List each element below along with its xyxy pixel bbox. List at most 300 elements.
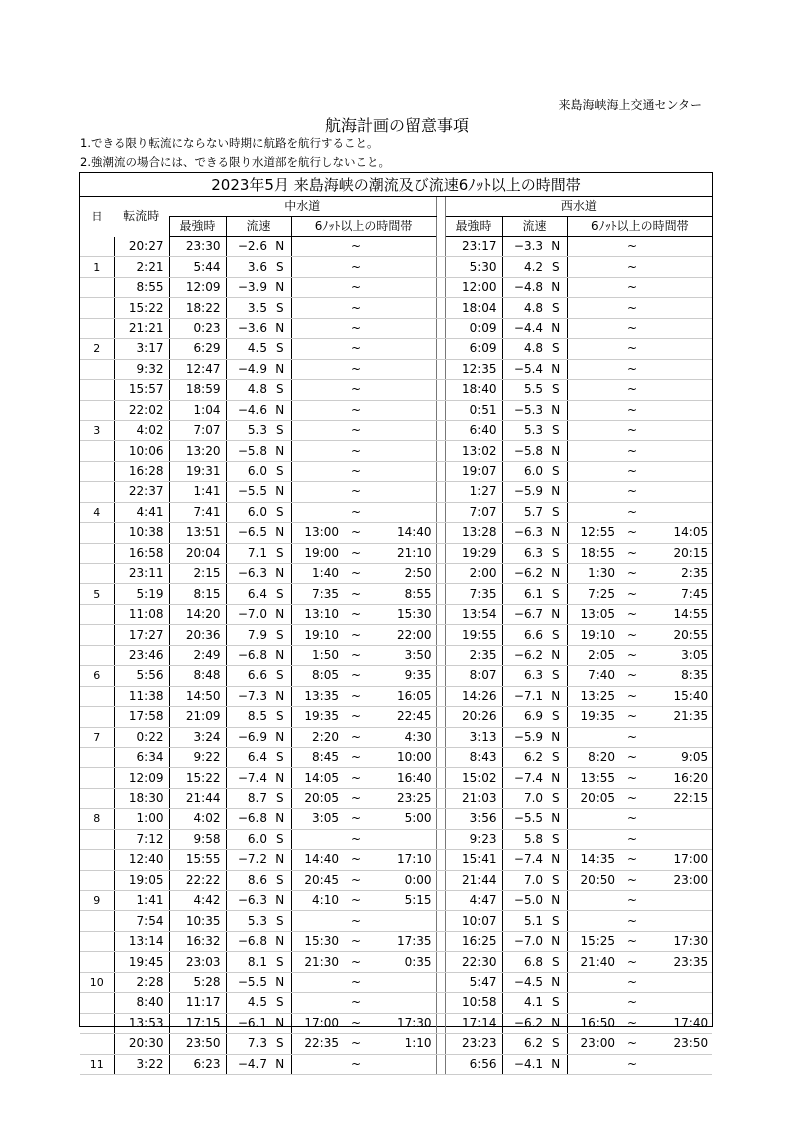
naka-speed: −4.6: [226, 400, 269, 420]
naka-window-sep: ~: [341, 768, 371, 788]
naka-max-time: 14:20: [169, 604, 226, 624]
naka-direction: S: [269, 380, 291, 400]
header-turn: 転流時: [123, 209, 160, 224]
nishi-direction: N: [545, 809, 567, 829]
nishi-window-sep: ~: [617, 237, 647, 257]
day-cell: [80, 829, 114, 849]
naka-speed: −4.9: [226, 359, 269, 379]
column-gap: [436, 584, 445, 604]
naka-max-time: 5:44: [169, 257, 226, 277]
day-cell: [80, 686, 114, 706]
naka-max-time: 14:50: [169, 686, 226, 706]
day-cell: 10: [80, 972, 114, 992]
nishi-speed: −7.0: [502, 931, 545, 951]
nishi-speed: −4.8: [502, 277, 545, 297]
nishi-window-start: [567, 461, 617, 481]
turn-time: 5:19: [114, 584, 169, 604]
naka-window-end: 2:50: [371, 564, 436, 584]
table-row: [80, 891, 712, 911]
naka-window-sep: ~: [341, 502, 371, 522]
naka-window-start: 14:05: [291, 768, 341, 788]
table-row: [80, 1013, 712, 1033]
naka-speed: 3.5: [226, 298, 269, 318]
turn-time: 17:58: [114, 707, 169, 727]
naka-speed: 8.5: [226, 707, 269, 727]
naka-direction: N: [269, 645, 291, 665]
nishi-max-time: 3:56: [445, 809, 502, 829]
naka-window-start: [291, 298, 341, 318]
column-gap: [436, 972, 445, 992]
day-cell: 7: [80, 727, 114, 747]
naka-window-start: 17:00: [291, 1013, 341, 1033]
day-cell: [80, 543, 114, 563]
day-cell: [80, 380, 114, 400]
header-nishi-speed: 流速: [502, 217, 567, 237]
nishi-max-time: 23:23: [445, 1034, 502, 1054]
nishi-window-sep: ~: [617, 768, 647, 788]
naka-window-start: [291, 482, 341, 502]
naka-max-time: 6:29: [169, 339, 226, 359]
nishi-direction: N: [545, 359, 567, 379]
turn-time: 19:05: [114, 870, 169, 890]
column-gap: [436, 809, 445, 829]
column-gap: [436, 829, 445, 849]
nishi-direction: N: [545, 400, 567, 420]
turn-time: 4:02: [114, 420, 169, 440]
naka-speed: −2.6: [226, 237, 269, 257]
nishi-window-end: [647, 972, 712, 992]
naka-window-end: 5:00: [371, 809, 436, 829]
turn-time: 7:12: [114, 829, 169, 849]
column-gap: [436, 604, 445, 624]
naka-max-time: 3:24: [169, 727, 226, 747]
naka-window-sep: ~: [341, 1034, 371, 1054]
nishi-window-start: 15:25: [567, 931, 617, 951]
day-cell: [80, 1013, 114, 1033]
nishi-window-end: [647, 257, 712, 277]
naka-speed: 8.7: [226, 788, 269, 808]
nishi-window-end: [647, 237, 712, 257]
naka-window-start: [291, 829, 341, 849]
nishi-window-sep: ~: [617, 1013, 647, 1033]
naka-direction: N: [269, 891, 291, 911]
naka-speed: 6.0: [226, 461, 269, 481]
naka-window-end: [371, 993, 436, 1013]
nishi-window-start: [567, 380, 617, 400]
naka-window-start: [291, 993, 341, 1013]
turn-time: 2:28: [114, 972, 169, 992]
nishi-direction: S: [545, 993, 567, 1013]
column-gap: [436, 380, 445, 400]
table-row: [80, 625, 712, 645]
table-row: [80, 482, 712, 502]
naka-direction: S: [269, 666, 291, 686]
nishi-window-sep: ~: [617, 931, 647, 951]
nishi-window-sep: ~: [617, 277, 647, 297]
naka-max-time: 20:36: [169, 625, 226, 645]
naka-window-start: [291, 277, 341, 297]
naka-direction: S: [269, 788, 291, 808]
nishi-window-start: 2:05: [567, 645, 617, 665]
naka-window-start: 21:30: [291, 952, 341, 972]
nishi-max-time: 19:55: [445, 625, 502, 645]
nishi-window-end: [647, 502, 712, 522]
naka-window-start: [291, 318, 341, 338]
naka-window-end: [371, 461, 436, 481]
naka-window-end: [371, 482, 436, 502]
column-gap: [436, 523, 445, 543]
nishi-window-start: 7:40: [567, 666, 617, 686]
nishi-direction: N: [545, 1013, 567, 1033]
nishi-max-time: 21:03: [445, 788, 502, 808]
naka-window-start: [291, 380, 341, 400]
day-cell: [80, 993, 114, 1013]
naka-window-end: 8:55: [371, 584, 436, 604]
nishi-window-end: 16:20: [647, 768, 712, 788]
note-1: 1.できる限り転流にならない時期に航路を航行すること。: [80, 136, 379, 150]
column-gap: [436, 747, 445, 767]
tidal-current-table: [79, 172, 713, 1071]
nishi-direction: N: [545, 645, 567, 665]
naka-direction: N: [269, 768, 291, 788]
header-day: 日: [91, 210, 103, 224]
nishi-speed: 4.8: [502, 298, 545, 318]
nishi-window-sep: ~: [617, 318, 647, 338]
naka-window-start: [291, 502, 341, 522]
nishi-window-sep: ~: [617, 870, 647, 890]
naka-speed: 6.0: [226, 829, 269, 849]
nishi-max-time: 10:58: [445, 993, 502, 1013]
naka-max-time: 20:04: [169, 543, 226, 563]
naka-max-time: 21:44: [169, 788, 226, 808]
naka-direction: N: [269, 850, 291, 870]
naka-max-time: 2:15: [169, 564, 226, 584]
nishi-window-end: 20:55: [647, 625, 712, 645]
naka-window-sep: ~: [341, 523, 371, 543]
naka-speed: 4.5: [226, 993, 269, 1013]
nishi-direction: N: [545, 850, 567, 870]
nishi-direction: N: [545, 482, 567, 502]
naka-window-sep: ~: [341, 461, 371, 481]
naka-window-start: 13:00: [291, 523, 341, 543]
nishi-direction: N: [545, 237, 567, 257]
naka-window-start: 20:45: [291, 870, 341, 890]
nishi-window-start: [567, 339, 617, 359]
nishi-speed: 5.7: [502, 502, 545, 522]
header-nishi-window: 6ﾉｯﾄ以上の時間帯: [567, 217, 712, 237]
nishi-window-sep: ~: [617, 1054, 647, 1074]
naka-window-start: 19:10: [291, 625, 341, 645]
naka-window-end: [371, 502, 436, 522]
turn-time: 3:17: [114, 339, 169, 359]
nishi-max-time: 5:47: [445, 972, 502, 992]
turn-time: 8:40: [114, 993, 169, 1013]
table-row: [80, 952, 712, 972]
naka-max-time: 4:42: [169, 891, 226, 911]
header-naka-max: 最強時: [169, 217, 226, 237]
nishi-max-time: 17:14: [445, 1013, 502, 1033]
nishi-window-start: 16:50: [567, 1013, 617, 1033]
naka-window-end: [371, 257, 436, 277]
naka-direction: N: [269, 441, 291, 461]
naka-window-sep: ~: [341, 952, 371, 972]
nishi-max-time: 4:47: [445, 891, 502, 911]
naka-window-start: 1:50: [291, 645, 341, 665]
nishi-max-time: 1:27: [445, 482, 502, 502]
turn-time: 11:08: [114, 604, 169, 624]
nishi-window-end: 14:55: [647, 604, 712, 624]
naka-speed: −6.8: [226, 645, 269, 665]
column-gap: [436, 768, 445, 788]
nishi-window-end: 17:00: [647, 850, 712, 870]
nishi-max-time: 3:13: [445, 727, 502, 747]
nishi-max-time: 9:23: [445, 829, 502, 849]
nishi-max-time: 8:43: [445, 747, 502, 767]
turn-time: 19:45: [114, 952, 169, 972]
header-naka-suido: 中水道: [169, 197, 436, 217]
naka-window-sep: ~: [341, 420, 371, 440]
nishi-window-end: [647, 339, 712, 359]
day-cell: [80, 318, 114, 338]
day-cell: [80, 482, 114, 502]
nishi-window-start: 18:55: [567, 543, 617, 563]
nishi-max-time: 13:28: [445, 523, 502, 543]
turn-time: 23:11: [114, 564, 169, 584]
day-cell: [80, 298, 114, 318]
naka-max-time: 21:09: [169, 707, 226, 727]
nishi-window-sep: ~: [617, 400, 647, 420]
nishi-window-sep: ~: [617, 420, 647, 440]
nishi-window-start: [567, 911, 617, 931]
nishi-window-sep: ~: [617, 972, 647, 992]
naka-speed: −6.5: [226, 523, 269, 543]
day-cell: [80, 277, 114, 297]
naka-speed: 7.3: [226, 1034, 269, 1054]
nishi-max-time: 0:51: [445, 400, 502, 420]
column-gap: [436, 727, 445, 747]
naka-window-start: 22:35: [291, 1034, 341, 1054]
naka-direction: N: [269, 400, 291, 420]
column-gap: [436, 1034, 445, 1054]
table-row: [80, 318, 712, 338]
nishi-speed: 4.8: [502, 339, 545, 359]
naka-speed: −7.4: [226, 768, 269, 788]
header-naka-window: 6ﾉｯﾄ以上の時間帯: [291, 217, 436, 237]
nishi-window-end: 8:35: [647, 666, 712, 686]
naka-window-sep: ~: [341, 1054, 371, 1074]
turn-time: 8:55: [114, 277, 169, 297]
nishi-window-end: [647, 911, 712, 931]
table-row: [80, 277, 712, 297]
table-body: [80, 237, 712, 1075]
nishi-window-end: 9:05: [647, 747, 712, 767]
nishi-speed: 7.0: [502, 788, 545, 808]
column-gap: [436, 277, 445, 297]
nishi-window-end: [647, 441, 712, 461]
turn-time: 20:30: [114, 1034, 169, 1054]
nishi-window-start: 20:05: [567, 788, 617, 808]
naka-window-end: 17:10: [371, 850, 436, 870]
turn-time: 13:14: [114, 931, 169, 951]
nishi-direction: N: [545, 318, 567, 338]
naka-window-sep: ~: [341, 584, 371, 604]
nishi-speed: −5.0: [502, 891, 545, 911]
nishi-window-end: [647, 400, 712, 420]
naka-direction: N: [269, 523, 291, 543]
naka-max-time: 18:22: [169, 298, 226, 318]
naka-window-start: 1:40: [291, 564, 341, 584]
day-cell: [80, 359, 114, 379]
day-cell: [80, 747, 114, 767]
nishi-direction: S: [545, 625, 567, 645]
nishi-speed: −7.4: [502, 850, 545, 870]
day-cell: [80, 645, 114, 665]
column-gap: [436, 318, 445, 338]
naka-window-start: [291, 441, 341, 461]
naka-window-end: [371, 339, 436, 359]
naka-window-end: [371, 1054, 436, 1074]
nishi-window-sep: ~: [617, 584, 647, 604]
nishi-direction: S: [545, 420, 567, 440]
naka-window-start: 3:05: [291, 809, 341, 829]
nishi-max-time: 18:04: [445, 298, 502, 318]
nishi-window-sep: ~: [617, 666, 647, 686]
turn-time: 13:53: [114, 1013, 169, 1033]
column-gap: [436, 257, 445, 277]
nishi-speed: −5.9: [502, 727, 545, 747]
naka-direction: N: [269, 604, 291, 624]
nishi-window-sep: ~: [617, 891, 647, 911]
naka-max-time: 15:22: [169, 768, 226, 788]
nishi-window-start: 7:25: [567, 584, 617, 604]
day-cell: 1: [80, 257, 114, 277]
table-row: [80, 441, 712, 461]
naka-max-time: 13:51: [169, 523, 226, 543]
naka-max-time: 16:32: [169, 931, 226, 951]
naka-max-time: 15:55: [169, 850, 226, 870]
nishi-direction: S: [545, 952, 567, 972]
turn-time: 16:28: [114, 461, 169, 481]
naka-window-sep: ~: [341, 788, 371, 808]
naka-max-time: 10:35: [169, 911, 226, 931]
naka-max-time: 6:23: [169, 1054, 226, 1074]
nishi-window-start: 19:35: [567, 707, 617, 727]
turn-time: 5:56: [114, 666, 169, 686]
day-cell: [80, 870, 114, 890]
naka-direction: S: [269, 543, 291, 563]
naka-window-sep: ~: [341, 850, 371, 870]
naka-max-time: 8:48: [169, 666, 226, 686]
column-gap: [436, 891, 445, 911]
naka-max-time: 12:47: [169, 359, 226, 379]
table-row: [80, 972, 712, 992]
naka-window-end: [371, 420, 436, 440]
nishi-window-sep: ~: [617, 707, 647, 727]
turn-time: 6:34: [114, 747, 169, 767]
nishi-max-time: 12:35: [445, 359, 502, 379]
naka-window-end: 5:15: [371, 891, 436, 911]
table-row: [80, 237, 712, 257]
nishi-window-start: 8:20: [567, 747, 617, 767]
naka-max-time: 4:02: [169, 809, 226, 829]
day-cell: 2: [80, 339, 114, 359]
nishi-window-start: [567, 400, 617, 420]
nishi-speed: −5.3: [502, 400, 545, 420]
nishi-speed: 6.2: [502, 747, 545, 767]
naka-speed: 4.8: [226, 380, 269, 400]
nishi-max-time: 5:30: [445, 257, 502, 277]
naka-direction: S: [269, 339, 291, 359]
nishi-direction: S: [545, 502, 567, 522]
nishi-window-end: 22:15: [647, 788, 712, 808]
naka-window-sep: ~: [341, 318, 371, 338]
day-cell: 3: [80, 420, 114, 440]
naka-max-time: 0:23: [169, 318, 226, 338]
nishi-max-time: 6:09: [445, 339, 502, 359]
turn-time: 10:38: [114, 523, 169, 543]
nishi-speed: 5.5: [502, 380, 545, 400]
naka-speed: −7.0: [226, 604, 269, 624]
naka-direction: N: [269, 237, 291, 257]
naka-speed: 6.4: [226, 747, 269, 767]
nishi-speed: −6.2: [502, 1013, 545, 1033]
nishi-window-start: [567, 237, 617, 257]
naka-max-time: 7:41: [169, 502, 226, 522]
header-nishi-max: 最強時: [445, 217, 502, 237]
naka-direction: N: [269, 482, 291, 502]
table-row: [80, 768, 712, 788]
nishi-window-start: 14:35: [567, 850, 617, 870]
column-gap: [436, 666, 445, 686]
naka-window-end: 14:40: [371, 523, 436, 543]
nishi-window-sep: ~: [617, 339, 647, 359]
table-row: [80, 727, 712, 747]
naka-window-end: 15:30: [371, 604, 436, 624]
table-row: [80, 1034, 712, 1054]
naka-window-start: [291, 257, 341, 277]
turn-time: 17:27: [114, 625, 169, 645]
nishi-direction: N: [545, 768, 567, 788]
naka-window-sep: ~: [341, 870, 371, 890]
naka-window-start: 19:00: [291, 543, 341, 563]
column-gap: [436, 1054, 445, 1074]
table-row: [80, 257, 712, 277]
naka-window-end: 1:10: [371, 1034, 436, 1054]
naka-max-time: 1:04: [169, 400, 226, 420]
day-cell: [80, 400, 114, 420]
nishi-speed: 5.1: [502, 911, 545, 931]
nishi-window-sep: ~: [617, 788, 647, 808]
turn-time: 18:30: [114, 788, 169, 808]
nishi-speed: −6.3: [502, 523, 545, 543]
turn-time: 20:27: [114, 237, 169, 257]
table-row: [80, 543, 712, 563]
naka-direction: S: [269, 1034, 291, 1054]
nishi-direction: S: [545, 788, 567, 808]
naka-window-sep: ~: [341, 564, 371, 584]
nishi-max-time: 10:07: [445, 911, 502, 931]
naka-window-sep: ~: [341, 1013, 371, 1033]
nishi-window-sep: ~: [617, 298, 647, 318]
naka-window-end: 9:35: [371, 666, 436, 686]
nishi-direction: N: [545, 931, 567, 951]
table-row: [80, 584, 712, 604]
naka-direction: N: [269, 359, 291, 379]
naka-max-time: 7:07: [169, 420, 226, 440]
nishi-max-time: 12:00: [445, 277, 502, 297]
nishi-max-time: 13:54: [445, 604, 502, 624]
day-cell: [80, 564, 114, 584]
